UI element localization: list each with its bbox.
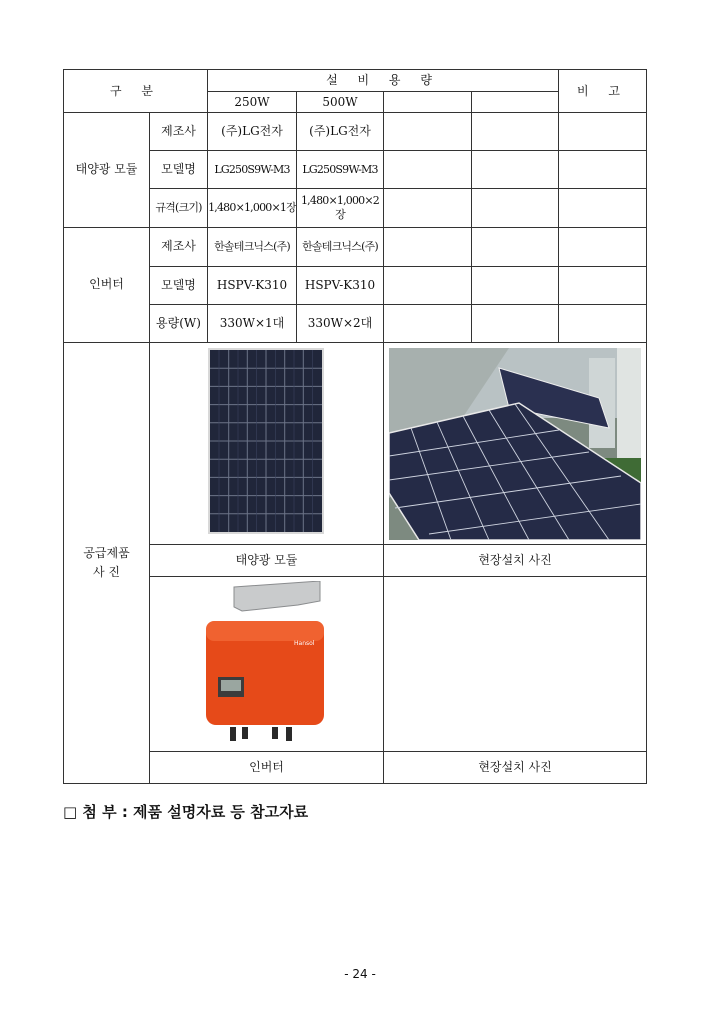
capacity-col-3 [384,92,472,113]
table-cell: 한솔테크닉스(주) [297,227,384,266]
solar-module-photo-cell [150,343,384,545]
table-cell [384,151,472,189]
caption-solar-module: 태양광 모듈 [150,544,384,576]
table-cell: HSPV-K310 [208,266,297,304]
caption-inverter: 인버터 [150,751,384,783]
photo-section-label [64,343,150,784]
table-cell: 330W×1대 [208,304,297,342]
table-cell [559,113,647,151]
table-cell: 1,480×1,000×2장 [297,189,384,227]
table-cell [472,151,559,189]
solar-module-photo [208,348,324,534]
table-cell [559,304,647,342]
table-cell [472,266,559,304]
row-label: 제조사 [150,227,208,266]
attachment-note: □ 첨 부 : 제품 설명자료 등 참고자료 [63,803,309,821]
header-capacity: 설 비 용 량 [208,70,559,92]
row-label: 모델명 [150,266,208,304]
table-cell: (주)LG전자 [297,113,384,151]
table-cell: HSPV-K310 [297,266,384,304]
inverter-photo-cell [150,577,384,752]
equipment-spec-table [63,69,647,784]
table-cell [472,227,559,266]
photo-section-label-line1: 공급제품 [83,546,130,561]
table-cell: LG250S9W-M3 [297,151,384,189]
row-label: 제조사 [150,113,208,151]
header-category: 구 분 [64,70,208,113]
table-cell [559,227,647,266]
table-cell [559,189,647,227]
row-label: 용량(W) [150,304,208,342]
table-cell: 330W×2대 [297,304,384,342]
table-cell: (주)LG전자 [208,113,297,151]
table-cell [472,189,559,227]
page-number: - 24 - [344,967,376,981]
table-cell [559,151,647,189]
table-cell [384,189,472,227]
table-cell [384,304,472,342]
table-cell: 1,480×1,000×1장 [208,189,297,227]
table-cell [384,113,472,151]
caption-site-install-1: 현장설치 사진 [384,544,647,576]
inverter-photo [202,581,332,746]
inverter-brand-logo: Hansol [294,640,315,648]
table-cell [384,266,472,304]
capacity-col-2: 500W [297,92,384,113]
caption-site-install-2: 현장설치 사진 [384,751,647,783]
row-label: 모델명 [150,151,208,189]
site-install-photo-empty [384,577,647,752]
table-cell: LG250S9W-M3 [208,151,297,189]
table-cell: 한솔테크닉스(주) [208,227,297,266]
table-cell [559,266,647,304]
group-inverter: 인버터 [64,227,150,342]
capacity-col-1: 250W [208,92,297,113]
row-label: 규격(크기) [150,189,208,227]
table-cell [472,113,559,151]
header-remark: 비 고 [559,70,647,113]
site-install-photo [389,348,641,540]
site-install-photo-cell-1 [384,343,647,545]
capacity-col-4 [472,92,559,113]
photo-section-label-line2: 사 진 [93,565,120,580]
table-cell [384,227,472,266]
table-cell [472,304,559,342]
group-solar-module: 태양광 모듈 [64,113,150,227]
